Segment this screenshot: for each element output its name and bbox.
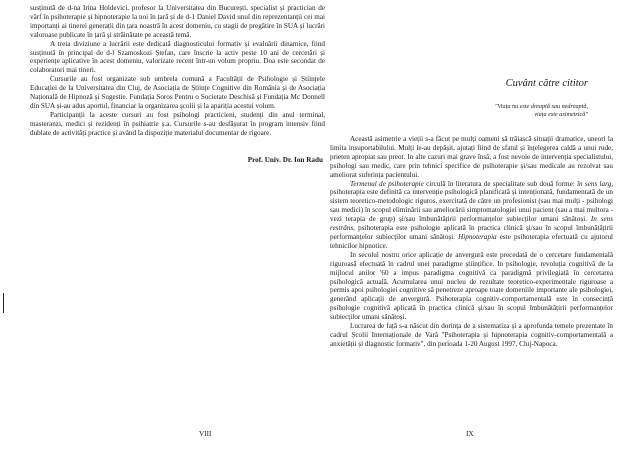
paragraph-2-text-a: circulă în literatura de specialitate sub două forme: xyxy=(423,179,578,188)
motto-line-1: "Viața nu este dreaptă sau nedreaptă, xyxy=(494,103,588,110)
left-paragraph-4: Participanții la aceste cursuri au fost psihologi practicieni, studenți din anul terminal, masteranzi, medici și rezidenți în psihiatrie ș.a. Cursurile s-au desfășurat în program intensiv fiind dublate de activități practice și având la dispoziție materialul documentar de rigoare. xyxy=(30,110,325,137)
left-page-body xyxy=(30,4,325,138)
term-hipnoterapia: Hipnoterapia xyxy=(458,232,497,241)
term-psihoterapie: Termenul de psihoterapie xyxy=(350,179,424,188)
margin-line xyxy=(3,293,4,313)
paragraph-2-text-b: , psihoterapia este definită ca intervenție psihologică planificată și intenționată, fundamentată de un sistem teoretico-metodologic riguros, exercitată de către un profesionist (sau mai mulți - psihologi sau medici) în scopul eliminării sau ameliorării simptomatologiei unui pacient (sau a mai multora - vezi terapia de grup) și/sau îmbunătățirii performanțelor subiecților umani sănătoși. xyxy=(330,179,613,224)
left-paragraph-2: A treia diviziune a lucrării este dedicată diagnosticului formativ și evaluării dinamice, fiind susținută în principal de d-l Szamoskozi Ștefan, care înscrie la activ peste 10 ani de cercetări și experiențe aplicative în acest domeniu, valorizate recent într-un volum propriu. Doa este secondat de colaboratori mai tineri. xyxy=(30,39,325,75)
right-paragraph-1: Această asimetrie a vieții s-a făcut pe mulți oameni să trăiască situații dramatice, uneori la limita insuportabilului. Mulți le-au depășit, ajutați fiind de sfatul și înțelegerea caldă a unui rude, prieten apropiat sau preot. In alte cazuri mai grave însă, a fost nevoie de intervenția specialistului, psihologi sau medic, care prin tehnici specifice de psihoterapie și/sau medicale au rezolvat sau ameliorat suferința pacientului. xyxy=(330,135,613,179)
right-paragraph-2 xyxy=(330,180,613,251)
motto-quote xyxy=(418,103,588,119)
right-paragraph-4: Lucrarea de față s-a născut din dorința de a sistematiza și a aprofunda temele prezentate în cadrul Școlii Internaționale de Vară "Psihoterapia și hipnoterapia cognitiv-comportamentală a anxietății și diagnostic formativ", din perioada 1-20 August 1997, Cluj-Napoca. xyxy=(330,322,613,348)
left-paragraph-1: susținută de d-na Irina Holdevici, profesor la Universitatea din București, specialist și practician de vârf în psihoterapie și hipnoterapie la noi în țară și de d-1 Daniel David unul din reprezentanții cei mai importanți ai tinerei generații din țara noastră în acest domeniu, cu stagii de pregătire în SUA și lucrări valoroase publicate în țară și străinătate pe această temă. xyxy=(30,4,325,39)
page-heading: Cuvânt către cititor xyxy=(505,78,588,89)
page-number-left: VIII xyxy=(199,430,212,438)
motto-line-2: viața este asimetrică" xyxy=(534,110,588,118)
author-signature: Prof. Univ. Dr. Ion Radu xyxy=(247,155,323,164)
right-page-body xyxy=(330,135,613,349)
term-sens-restrans: In sens restrâns xyxy=(330,215,613,233)
paragraph-2-text-c: , psihoterapia este psihologie aplicată în practica clinică și/sau în scopul îmbunătățirii performanțelor subiecților umani sănătoși. xyxy=(330,224,613,241)
term-sens-larg: în sens larg xyxy=(577,179,612,188)
left-paragraph-3: Cursurile au fost organizate sub umbrela comună a Facultății de Psihologie și Științele Educației de la Universitatea din Cluj, de Asociația de Științe Cognitive din România și de Asociația Națională de Hipnoză și Sugestie. Fundația Soros Pentru o Societate Deschisă și Fundația Mc Donnell din SUA și-au adus aportul, financiar la organizarea școlii și la apariția acestui volum. xyxy=(30,75,325,110)
right-paragraph-3: In secolul nostru orice aplicație de anvergură este precedată de o cercetare fundamentală riguroasă efectuată în cadrul unei paradigme științifice. In psihologie, revoluția cognitivă de la mijlocul anilor '60 a impus paradigma cognitivă ca paradigmă privilegiată în cercetarea psihologică actuală. Acumularea unui nucleu de rezultate teoretico-experimentale riguroase a permis apoi psihologiei cognitive să penetreze aproape toate domeniile importante ale psihologiei, generând aplicații de anvergură. Psihoterapia cognitiv-comportamentală este în consecință psihologie cognitivă aplicată în practica clinică și/sau în scopul îmbunătățirii performanțelor subiecților umani sănătoși. xyxy=(330,250,613,322)
left-page xyxy=(30,0,325,164)
page-number-right: IX xyxy=(466,430,474,438)
paragraph-2-text-d: este psihoterapia efectuată cu ajutorul tehnicilor hipnotice. xyxy=(330,232,613,250)
